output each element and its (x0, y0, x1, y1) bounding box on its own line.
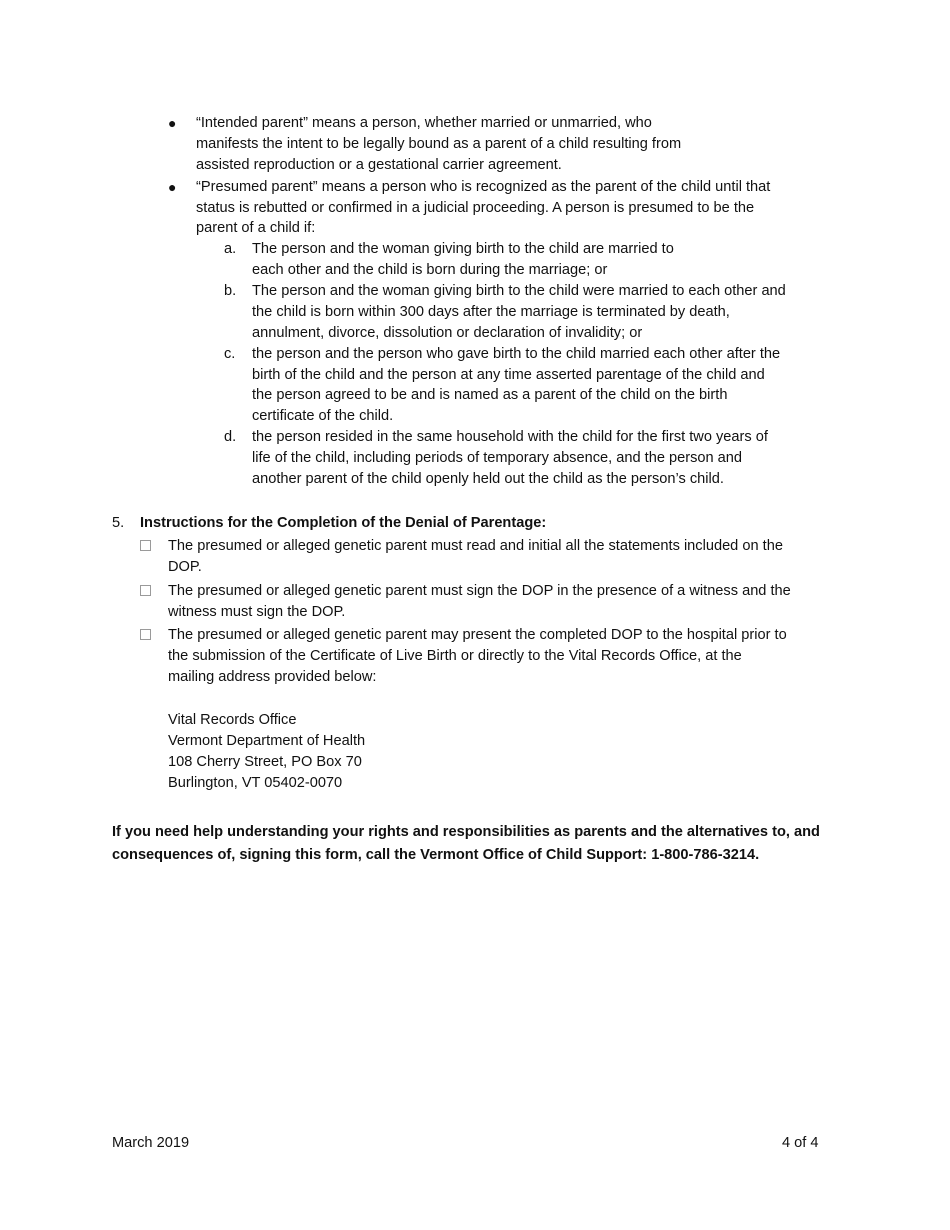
bullet-icon: ● (168, 115, 177, 131)
checkbox-icon (140, 585, 151, 596)
condition-line: The person and the woman giving birth to the child are married to (252, 241, 674, 257)
address-line: Burlington, VT 05402-0070 (168, 775, 343, 791)
condition-line: annulment, divorce, dissolution or declaration of invalidity; or (252, 325, 643, 341)
address-line: 108 Cherry Street, PO Box 70 (168, 754, 362, 770)
section-title: Instructions for the Completion of the Denial of Parentage: (140, 515, 547, 531)
checkbox-icon (140, 540, 151, 551)
condition-label: d. (224, 429, 237, 445)
instruction-line: The presumed or alleged genetic parent must sign the DOP in the presence of a witness and the (168, 583, 791, 599)
definition-line: “Presumed parent” means a person who is recognized as the parent of the child until that (196, 179, 771, 195)
definition-line: parent of a child if: (196, 220, 316, 236)
address-line: Vital Records Office (168, 712, 297, 728)
section-number: 5. (112, 515, 125, 531)
condition-line: the person and the person who gave birth to the child married each other after the (252, 346, 781, 362)
definition-line: “Intended parent” means a person, whether married or unmarried, who (196, 115, 652, 131)
condition-line: the child is born within 300 days after the marriage is terminated by death, (252, 304, 730, 320)
instruction-line: witness must sign the DOP. (168, 604, 346, 620)
help-line: If you need help understanding your rights and responsibilities as parents and the alternatives to, and (112, 824, 820, 840)
instruction-line: The presumed or alleged genetic parent may present the completed DOP to the hospital prior to (168, 627, 787, 643)
address-line: Vermont Department of Health (168, 733, 366, 749)
condition-label: b. (224, 283, 237, 299)
footer-date: March 2019 (112, 1135, 190, 1151)
condition-line: birth of the child and the person at any time asserted parentage of the child and (252, 367, 765, 383)
condition-line: each other and the child is born during the marriage; or (252, 262, 608, 278)
help-line: consequences of, signing this form, call the Vermont Office of Child Support: 1-800-786-3214. (112, 847, 760, 863)
definition-line: assisted reproduction or a gestational carrier agreement. (196, 157, 562, 173)
bullet-icon: ● (168, 179, 177, 195)
condition-label: a. (224, 241, 237, 257)
condition-line: certificate of the child. (252, 408, 394, 424)
definition-line: manifests the intent to be legally bound as a parent of a child resulting from (196, 136, 682, 152)
instruction-line: mailing address provided below: (168, 669, 377, 685)
definition-line: status is rebutted or confirmed in a judicial proceeding. A person is presumed to be the (196, 200, 755, 216)
instruction-line: the submission of the Certificate of Live Birth or directly to the Vital Records Office, at the (168, 648, 742, 664)
condition-line: another parent of the child openly held out the child as the person’s child. (252, 471, 724, 487)
checkbox-icon (140, 629, 151, 640)
instruction-line: The presumed or alleged genetic parent must read and initial all the statements included on the (168, 538, 783, 554)
condition-line: the person agreed to be and is named as a parent of the child on the birth (252, 387, 728, 403)
page-number: 4 of 4 (782, 1135, 819, 1151)
condition-line: The person and the woman giving birth to the child were married to each other and (252, 283, 786, 299)
condition-label: c. (224, 346, 236, 362)
instruction-line: DOP. (168, 559, 202, 575)
condition-line: life of the child, including periods of temporary absence, and the person and (252, 450, 743, 466)
condition-line: the person resided in the same household with the child for the first two years of (252, 429, 768, 445)
